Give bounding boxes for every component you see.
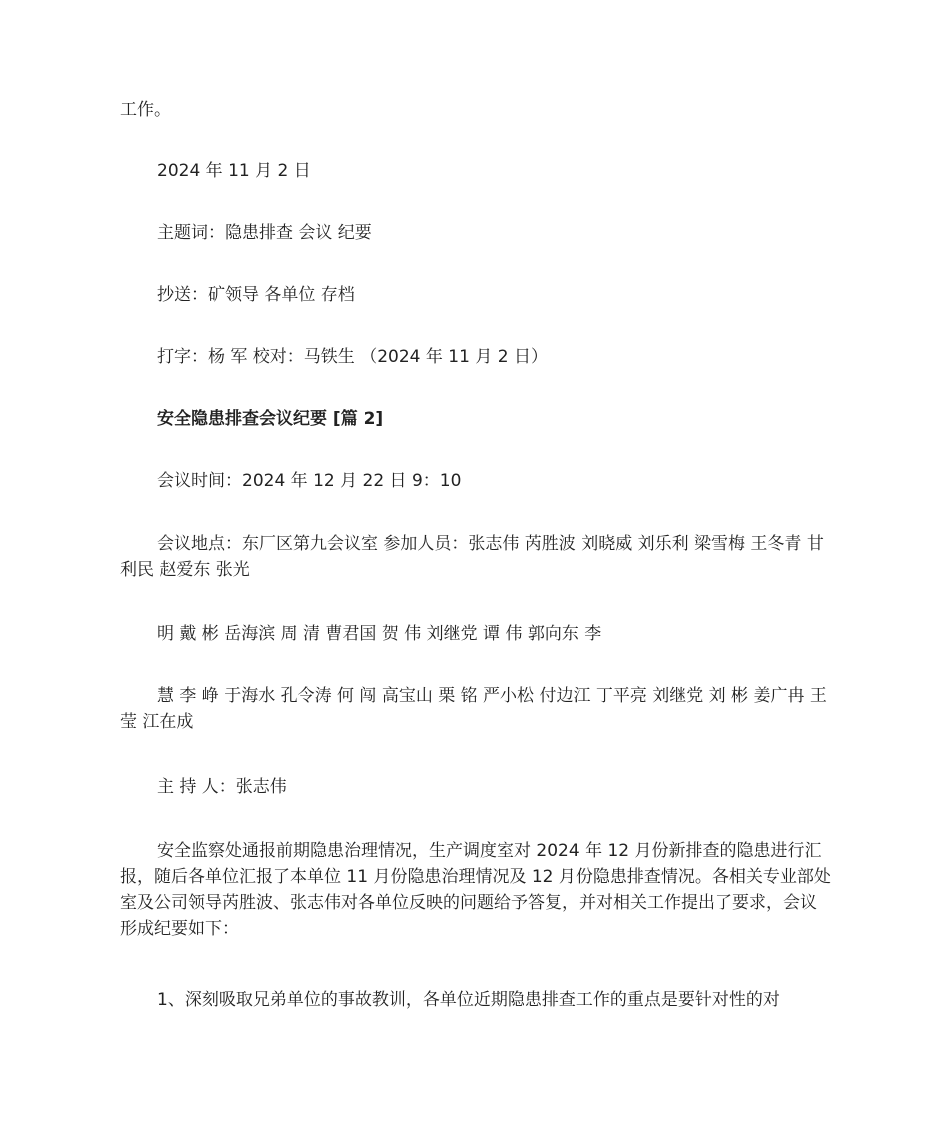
list-item-1: 1、深刻吸取兄弟单位的事故教训，各单位近期隐患排查工作的重点是要针对性的对 [157,990,780,1010]
copy-to: 抄送：矿领导 各单位 存档 [157,285,355,305]
subject-words: 主题词：隐患排查 会议 纪要 [157,223,372,243]
document-date: 2024 年 11 月 2 日 [157,161,311,181]
paragraph-continuation: 工作。 [120,100,171,120]
meeting-host: 主 持 人：张志伟 [157,777,287,797]
attendees-continued-2: 慧 李 峥 于海水 孔令涛 何 闯 高宝山 栗 铭 严小松 付边江 丁平亮 刘继党 刘 彬 姜广冉 王 莹 江在成 [120,686,827,732]
typist-proofreader: 打字：杨 军 校对：马铁生 （2024 年 11 月 2 日） [157,347,548,367]
meeting-location-attendees: 会议地点：东厂区第九会议室 参加人员：张志伟 芮胜波 刘晓威 刘乐利 梁雪梅 王冬青 甘利民 赵爱东 张光 [120,534,824,580]
meeting-time: 会议时间：2024 年 12 月 22 日 9：10 [157,471,462,491]
meeting-summary-paragraph: 安全监察处通报前期隐患治理情况，生产调度室对 2024 年 12 月份新排查的隐患进行汇报，随后各单位汇报了本单位 11 月份隐患治理情况及 12 月份隐患排查情况。各相关专业部处室及公司领导芮胜波、张志伟对各单位反映的问题给予答复，并对相关工作提出了要求，会议形成纪要如下： [120,841,831,939]
section-heading: 安全隐患排查会议纪要 [篇 2] [157,409,384,429]
attendees-continued-1: 明 戴 彬 岳海滨 周 清 曹君国 贺 伟 刘继党 谭 伟 郭向东 李 [157,624,602,644]
